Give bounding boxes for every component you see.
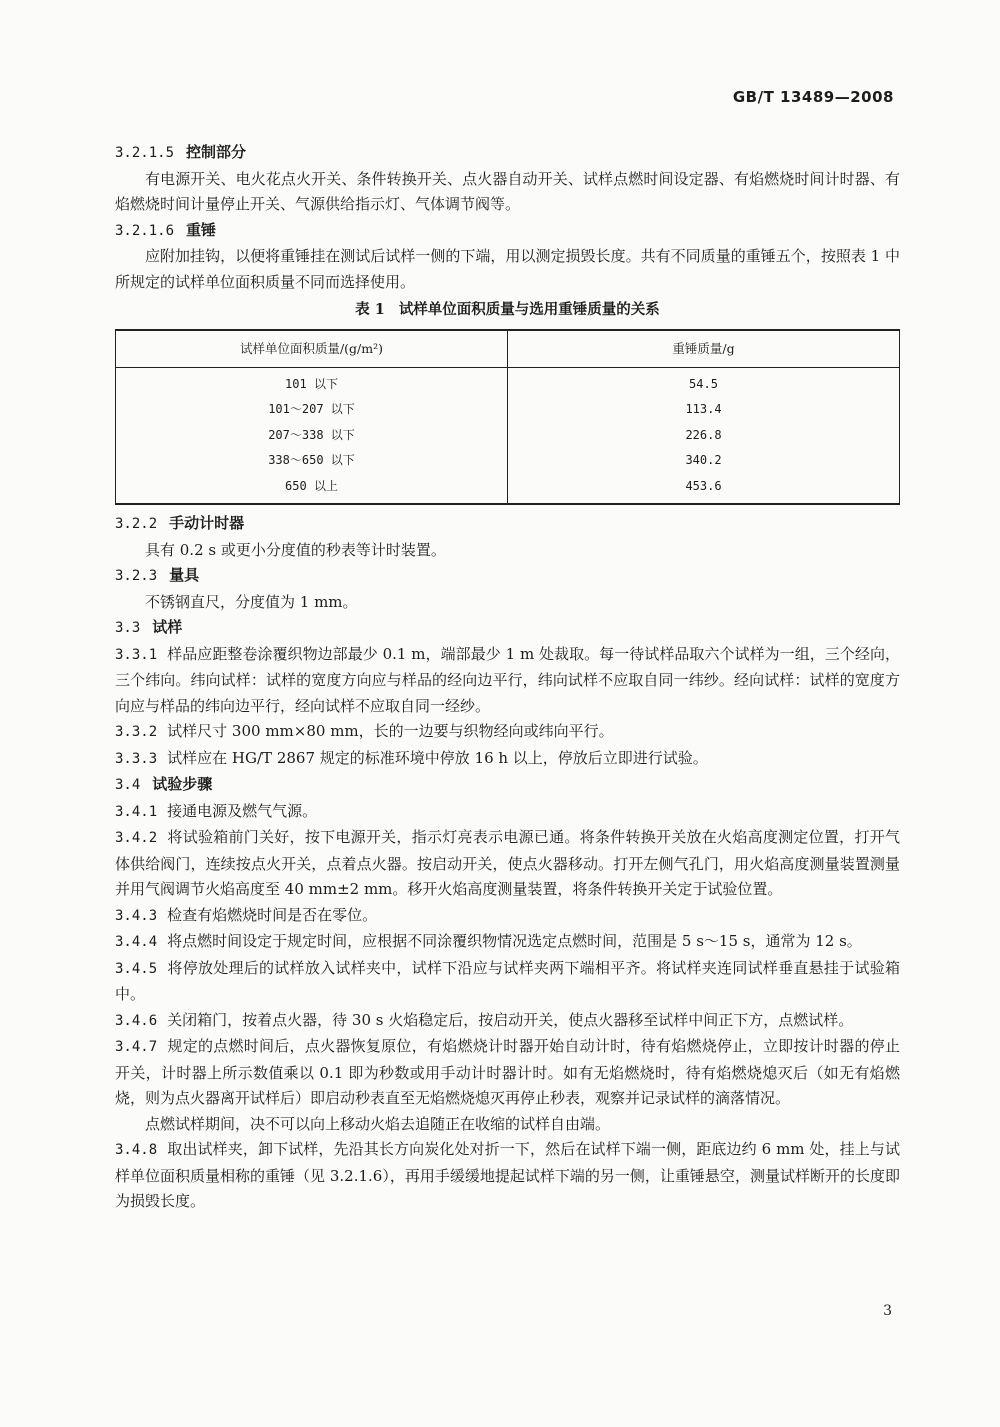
standard-number: GB/T 13489—2008 bbox=[732, 88, 894, 106]
table-cell: 207～338 以下 bbox=[116, 423, 508, 449]
clause-3-3-2: 3.3.2 试样尺寸 300 mm×80 mm，长的一边要与织物经向或纬向平行。 bbox=[115, 722, 614, 740]
table-header-cell: 重锤质量/g bbox=[508, 330, 900, 368]
section-heading-3-2-1-5: 3.2.1.5 控制部分 bbox=[115, 143, 247, 161]
table-row bbox=[116, 397, 900, 423]
clause-3-4-6: 3.4.6 关闭箱门，按着点火器，待 30 s 火焰稳定后，按启动开关，使点火器移至试样中间正下方，点燃试样。 bbox=[115, 1010, 854, 1029]
page-content bbox=[115, 140, 900, 1215]
table-header-cell: 试样单位面积质量/(g/m²) bbox=[116, 330, 508, 368]
table-cell: 101～207 以下 bbox=[116, 397, 508, 423]
section-heading-3-3: 3.3 试样 bbox=[115, 618, 183, 636]
section-text-3-2-2: 具有 0.2 s 或更小分度值的秒表等计时装置。 bbox=[145, 540, 446, 559]
table-row bbox=[116, 474, 900, 505]
section-heading-3-4: 3.4 试验步骤 bbox=[115, 775, 213, 793]
table-cell: 101 以下 bbox=[116, 367, 508, 397]
section-heading-3-2-2: 3.2.2 手动计时器 bbox=[115, 514, 245, 532]
clause-3-4-7-note: 点燃试样期间，决不可以向上移动火焰去追随正在收缩的试样自由端。 bbox=[145, 1114, 611, 1133]
table-cell: 338～650 以下 bbox=[116, 448, 508, 474]
clause-3-4-8: 3.4.8 取出试样夹，卸下试样，先沿其长方向炭化处对折一下，然后在试样下端一侧，距底边约 6 mm 处，挂上与试样单位面积质量相称的重锤（见 3.2.1.6），再用手缓缓地提起试样下端的另一侧，让重锤悬空，测量试样断开的长度即为损毁长度。 bbox=[115, 1140, 900, 1210]
table-header-row bbox=[116, 330, 900, 368]
clause-3-4-7: 3.4.7 规定的点燃时间后，点火器恢复原位，有焰燃烧计时器开始自动计时，待有焰燃烧停止，立即按计时器的停止开关，计时器上所示数值乘以 0.1 即为秒数或用手动计时器计时。如有无焰燃烧时，待有焰燃烧熄灭后（如无有焰燃烧，则为点火器离开试样后）即启动秒表直至无焰燃烧熄灭再停止秒表，观察并记录试样的滴落情况。 bbox=[115, 1037, 900, 1107]
clause-3-3-1: 3.3.1 样品应距整卷涂覆织物边部最少 0.1 m，端部最少 1 m 处裁取。每一待试样品取六个试样为一组，三个经向，三个纬向。纬向试样：试样的宽度方向应与样品的经向边平行，纬向试样不应取自同一纬纱。经向试样：试样的宽度方向应与样品的纬向边平行，经向试样不应取自同一经纱。 bbox=[115, 644, 900, 715]
table-cell: 54.5 bbox=[689, 376, 718, 391]
weight-table bbox=[115, 329, 900, 506]
table-row bbox=[116, 448, 900, 474]
clause-3-4-5: 3.4.5 将停放处理后的试样放入试样夹中，试样下沿应与试样夹两下端相平齐。将试样夹连同试样垂直悬挂于试验箱中。 bbox=[115, 958, 900, 1003]
clause-3-4-4: 3.4.4 将点燃时间设定于规定时间，应根据不同涂覆织物情况选定点燃时间，范围是 5 s～15 s，通常为 12 s。 bbox=[115, 932, 862, 950]
section-text-3-2-1-5: 有电源开关、电火花点火开关、条件转换开关、点火器自动开关、试样点燃时间设定器、有焰燃烧时间计时器、有焰燃烧时间计量停止开关、气源供给指示灯、气体调节阀等。 bbox=[115, 169, 900, 213]
table-row bbox=[116, 367, 900, 397]
clause-3-3-3: 3.3.3 试样应在 HG/T 2867 规定的标准环境中停放 16 h 以上，停放后立即进行试验。 bbox=[115, 748, 708, 767]
table-cell: 453.6 bbox=[685, 478, 722, 493]
section-text-3-2-3: 不锈钢直尺，分度值为 1 mm。 bbox=[145, 592, 358, 611]
table-cell: 226.8 bbox=[685, 427, 722, 442]
clause-3-4-3: 3.4.3 检查有焰燃烧时间是否在零位。 bbox=[115, 905, 378, 924]
table-cell: 340.2 bbox=[685, 453, 722, 467]
clause-3-4-1: 3.4.1 接通电源及燃气气源。 bbox=[115, 801, 318, 820]
table-caption: 表 1 试样单位面积质量与选用重锤质量的关系 bbox=[355, 301, 660, 318]
section-heading-3-2-3: 3.2.3 量具 bbox=[115, 566, 200, 584]
page-number: 3 bbox=[883, 1303, 892, 1319]
section-text-3-2-1-6: 应附加挂钩，以便将重锤挂在测试后试样一侧的下端，用以测定损毁长度。共有不同质量的重锤五个，按照表 1 中所规定的试样单位面积质量不同而选择使用。 bbox=[115, 247, 900, 291]
table-cell: 113.4 bbox=[685, 402, 722, 416]
table-cell: 650 以上 bbox=[116, 474, 508, 505]
section-heading-3-2-1-6: 3.2.1.6 重锤 bbox=[115, 220, 217, 239]
clause-3-4-2: 3.4.2 将试验箱前门关好，按下电源开关，指示灯亮表示电源已通。将条件转换开关放在火焰高度测定位置，打开气体供给阀门，连续按点火开关，点着点火器。按启动开关，使点火器移动。打开左侧气孔门，用火焰高度测量装置测量并用气阀调节火焰高度至 40 mm±2 mm。移开火焰高度测量装置，将条件转换开关定于试验位置。 bbox=[115, 828, 900, 898]
table-row bbox=[116, 423, 900, 449]
